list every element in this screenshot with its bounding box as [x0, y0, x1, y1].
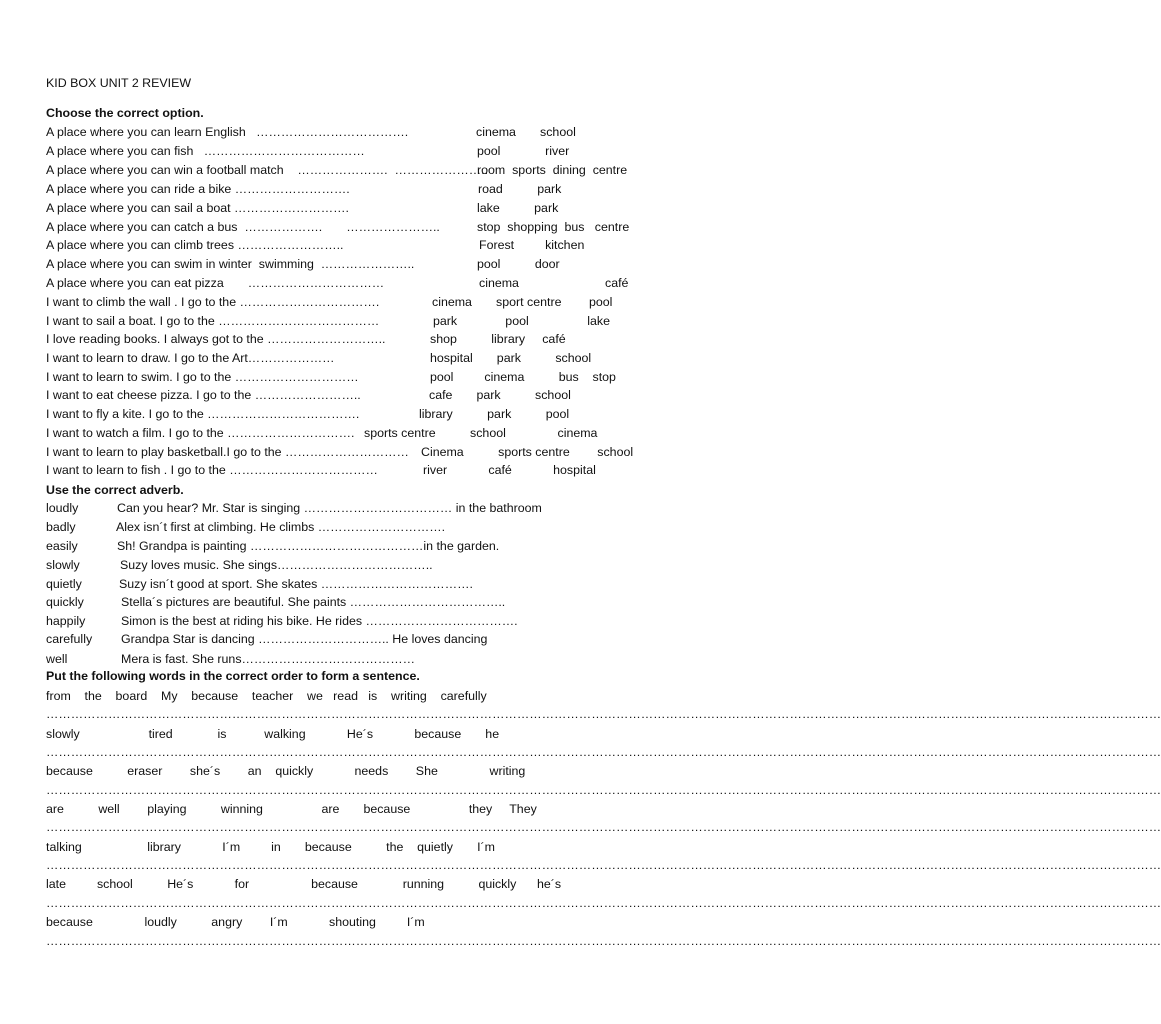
answer-options: library park pool	[419, 407, 570, 421]
question-text: A place where you can eat pizza ……………………………	[46, 276, 385, 290]
question-text: I want to fly a kite. I go to the ……………………………….	[46, 407, 360, 421]
answer-options: park pool lake	[433, 314, 610, 328]
answer-options: pool cinema bus stop	[430, 370, 616, 384]
worksheet-title: KID BOX UNIT 2 REVIEW	[46, 76, 192, 90]
adverb-word: carefully	[46, 632, 93, 646]
question-text: A place where you can catch a bus ………………. …………………..	[46, 220, 440, 234]
section2-heading: Use the correct adverb.	[46, 483, 184, 497]
adverb-sentence: Stella´s pictures are beautiful. She paints ………………………………..	[121, 595, 506, 609]
answer-line: ………………………………………………………………………………………………………………………………………………………………………………………………………………………………………………	[46, 858, 1161, 872]
answer-options: pool door	[477, 257, 560, 271]
adverb-sentence: Sh! Grandpa is painting ……………………………………in the garden.	[117, 539, 500, 553]
scrambled-words: because loudly angry I´m shouting I´m	[46, 915, 425, 929]
answer-options: river café hospital	[423, 463, 596, 477]
adverb-word: happily	[46, 614, 86, 628]
section3-heading: Put the following words in the correct order to form a sentence.	[46, 669, 420, 683]
scrambled-words: from the board My because teacher we read is writing carefully	[46, 689, 487, 703]
adverb-word: well	[46, 652, 68, 666]
answer-options: lake park	[477, 201, 559, 215]
adverb-sentence: Grandpa Star is dancing ………………………….. He loves dancing	[121, 632, 488, 646]
question-text: I want to eat cheese pizza. I go to the ……………………..	[46, 388, 361, 402]
adverb-sentence: Alex isn´t first at climbing. He climbs ………………………….	[116, 520, 446, 534]
question-text: A place where you can learn English ……………………………….	[46, 125, 409, 139]
adverb-word: badly	[46, 520, 76, 534]
answer-options: hospital park school	[430, 351, 592, 365]
adverb-word: quickly	[46, 595, 84, 609]
question-text: A place where you can climb trees ……………………..	[46, 238, 344, 252]
question-text: I want to learn to fish . I go to the ………………………………	[46, 463, 378, 477]
answer-options: cinema café	[479, 276, 629, 290]
answer-line: ………………………………………………………………………………………………………………………………………………………………………………………………………………………………………………	[46, 745, 1161, 759]
answer-options: Cinema sports centre school	[421, 445, 634, 459]
adverb-word: slowly	[46, 558, 80, 572]
question-text: A place where you can fish …………………………………	[46, 144, 365, 158]
question-text: I want to climb the wall . I go to the …………………………….	[46, 295, 380, 309]
answer-line: ………………………………………………………………………………………………………………………………………………………………………………………………………………………………………………	[46, 783, 1161, 797]
adverb-word: easily	[46, 539, 78, 553]
scrambled-words: because eraser she´s an quickly needs She writing	[46, 764, 526, 778]
adverb-word: quietly	[46, 577, 82, 591]
scrambled-words: are well playing winning are because they They	[46, 802, 537, 816]
answer-options: cinema school	[476, 125, 576, 139]
answer-options: cafe park school	[429, 388, 571, 402]
answer-options: cinema sport centre pool	[432, 295, 613, 309]
answer-options: road park	[478, 182, 562, 196]
question-text: I want to sail a boat. I go to the …………………………………	[46, 314, 380, 328]
question-text: A place where you can swim in winter swimming …………………..	[46, 257, 415, 271]
question-text: A place where you can win a football match …………………. …………………..	[46, 163, 489, 177]
question-text: I want to learn to play basketball.I go to the …………………………	[46, 445, 409, 459]
question-text: I love reading books. I always got to the ………………………..	[46, 332, 386, 346]
adverb-sentence: Suzy isn´t good at sport. She skates ……………………………….	[119, 577, 473, 591]
answer-options: pool river	[477, 144, 570, 158]
question-text: I want to learn to swim. I go to the …………………………	[46, 370, 359, 384]
answer-options: Forest kitchen	[479, 238, 585, 252]
scrambled-words: slowly tired is walking He´s because he	[46, 727, 500, 741]
adverb-word: loudly	[46, 501, 79, 515]
adverb-sentence: Simon is the best at riding his bike. He rides ……………………………….	[121, 614, 518, 628]
scrambled-words: talking library I´m in because the quietly I´m	[46, 840, 495, 854]
adverb-sentence: Can you hear? Mr. Star is singing ……………………………… in the bathroom	[117, 501, 542, 515]
answer-line: ………………………………………………………………………………………………………………………………………………………………………………………………………………………………………………	[46, 820, 1161, 834]
answer-line: ………………………………………………………………………………………………………………………………………………………………………………………………………………………………………………	[46, 707, 1161, 721]
section1-heading: Choose the correct option.	[46, 106, 204, 120]
answer-options: room sports dining centre	[477, 163, 628, 177]
question-text: I want to watch a film. I go to the ………………………….	[46, 426, 355, 440]
answer-line: ………………………………………………………………………………………………………………………………………………………………………………………………………………………………………………	[46, 934, 1161, 948]
adverb-sentence: Suzy loves music. She sings………………………………..	[120, 558, 433, 572]
answer-line: ………………………………………………………………………………………………………………………………………………………………………………………………………………………………………………	[46, 896, 1161, 910]
adverb-sentence: Mera is fast. She runs……………………………………	[121, 652, 415, 666]
question-text: A place where you can ride a bike ……………………….	[46, 182, 350, 196]
question-text: A place where you can sail a boat ……………………….	[46, 201, 350, 215]
question-text: I want to learn to draw. I go to the Art…………………	[46, 351, 335, 365]
answer-options: sports centre school cinema	[364, 426, 598, 440]
answer-options: stop shopping bus centre	[477, 220, 630, 234]
scrambled-words: late school He´s for because running quickly he´s	[46, 877, 562, 891]
answer-options: shop library café	[430, 332, 566, 346]
